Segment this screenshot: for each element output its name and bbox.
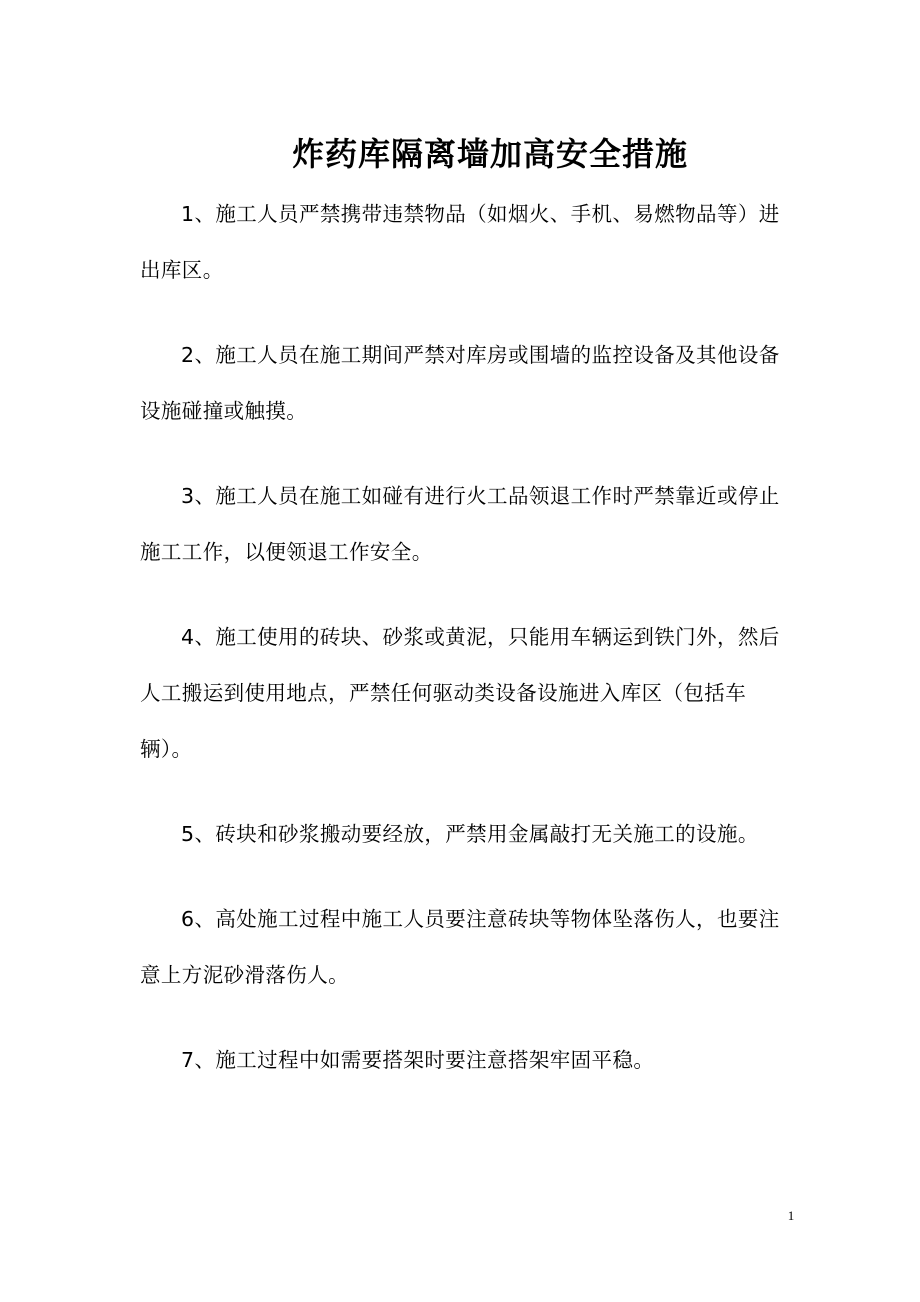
paragraph-6: 6、高处施工过程中施工人员要注意砖块等物体坠落伤人，也要注意上方泥砂滑落伤人。 [140, 907, 780, 987]
page-number: 1 [787, 1208, 795, 1223]
document-title: 炸药库隔离墙加高安全措施 [291, 135, 688, 174]
paragraph-5: 5、砖块和砂浆搬动要经放，严禁用金属敲打无关施工的设施。 [181, 822, 759, 846]
paragraph-2: 2、施工人员在施工期间严禁对库房或围墙的监控设备及其他设备设施碰撞或触摸。 [140, 343, 780, 423]
paragraph-1: 1、施工人员严禁携带违禁物品（如烟火、手机、易燃物品等）进出库区。 [140, 202, 780, 282]
paragraph-3: 3、施工人员在施工如碰有进行火工品领退工作时严禁靠近或停止施工工作，以便领退工作安全。 [140, 484, 780, 564]
paragraph-7: 7、施工过程中如需要搭架时要注意搭架牢固平稳。 [181, 1048, 655, 1072]
paragraph-4: 4、施工使用的砖块、砂浆或黄泥，只能用车辆运到铁门外，然后人工搬运到使用地点，严禁任何驱动类设备设施进入库区（包括车辆）。 [140, 625, 780, 761]
document-body [140, 186, 790, 1117]
